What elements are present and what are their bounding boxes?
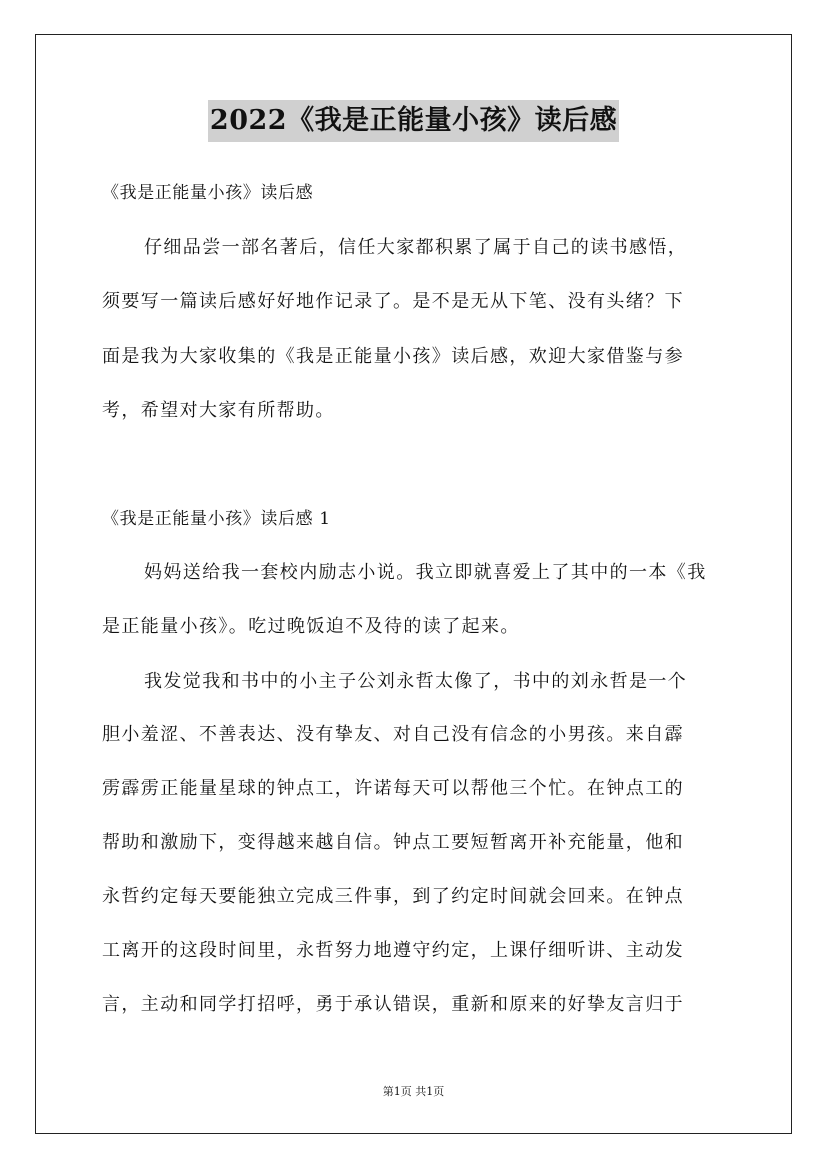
title-container [0,100,827,142]
paragraph-line: 胆小羞涩、不善表达、没有挚友、对自己没有信念的小男孩。来自霹 [102,724,684,745]
document-title: 2022《我是正能量小孩》读后感 [208,100,619,142]
paragraph-line: 帮助和激励下，变得越来越自信。钟点工要短暂离开补充能量，他和 [102,832,684,853]
intro-line: 仔细品尝一部名著后，信任大家都积累了属于自己的读书感悟， [144,237,688,258]
intro-heading: 《我是正能量小孩》读后感 [102,183,314,203]
paragraph-line: 言，主动和同学打招呼，勇于承认错误，重新和原来的好挚友言归于 [102,994,684,1015]
page-number: 第1页 共1页 [382,1085,445,1098]
paragraph-line: 工离开的这段时间里，永哲努力地遵守约定，上课仔细听讲、主动发 [102,940,684,961]
paragraph-line: 永哲约定每天要能独立完成三件事，到了约定时间就会回来。在钟点 [102,886,684,907]
paragraph-line: 是正能量小孩》。吃过晚饭迫不及待的读了起来。 [102,616,520,637]
paragraph-line: 妈妈送给我一套校内励志小说。我立即就喜爱上了其中的一本《我 [144,562,707,583]
intro-line: 考，希望对大家有所帮助。 [102,400,335,421]
section-heading: 《我是正能量小孩》读后感 1 [102,509,331,529]
paragraph-line: 雳霹雳正能量星球的钟点工，许诺每天可以帮他三个忙。在钟点工的 [102,778,684,799]
intro-line: 须要写一篇读后感好好地作记录了。是不是无从下笔、没有头绪？下 [102,291,684,312]
paragraph-line: 我发觉我和书中的小主子公刘永哲太像了，书中的刘永哲是一个 [144,671,688,692]
intro-line: 面是我为大家收集的《我是正能量小孩》读后感，欢迎大家借鉴与参 [102,346,684,367]
